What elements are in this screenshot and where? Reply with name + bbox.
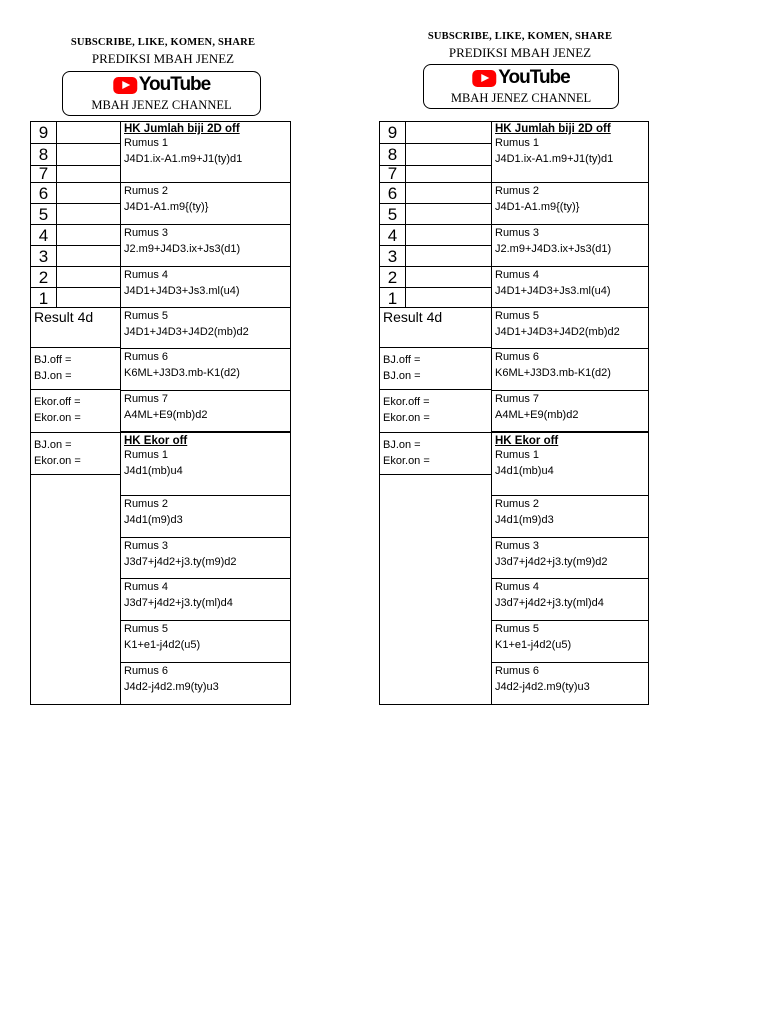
formula-column [120,121,291,705]
channel-name: MBAH JENEZ CHANNEL [91,98,232,112]
youtube-wordmark: YouTube [138,74,211,95]
digit-8: 8 [387,145,398,164]
rumus-label: Rumus 6 [495,665,540,677]
rumus-label: Rumus 5 [495,310,540,322]
digit-1: 1 [38,289,49,308]
formula-cell [492,433,648,496]
youtube-logo [472,67,569,89]
rumus-label: Rumus 2 [124,498,169,510]
formula-cell [121,267,290,308]
left-column [379,121,492,705]
rumus-label: Rumus 5 [124,310,169,322]
formula-cell [492,225,648,267]
rumus-label: Rumus 7 [124,393,169,405]
rumus-formula: J4d1(m9)d3 [495,514,554,526]
ekor-on-label-2: Ekor.on = [34,455,81,467]
formula-cell [492,122,648,183]
digit-9: 9 [38,123,49,142]
rumus-label: Rumus 2 [495,498,540,510]
rumus-label: Rumus 4 [495,581,540,593]
row-divider [380,432,492,433]
rumus-formula: J4d1(m9)d3 [124,514,183,526]
rumus-label: Rumus 5 [124,623,169,635]
rumus-label: Rumus 3 [124,540,169,552]
formula-cell [121,663,290,704]
rumus-label: Rumus 4 [124,269,169,281]
channel-name: MBAH JENEZ CHANNEL [450,91,592,105]
digit-2: 2 [387,268,398,287]
row-divider [31,307,121,308]
section-heading-ekor: HK Ekor off [124,435,188,447]
rumus-label: Rumus 1 [124,137,169,149]
youtube-logo [113,74,210,96]
sheet-title: PREDIKSI MBAH JENEZ [91,51,235,66]
rumus-formula: J2.m9+J4D3.ix+Js3(d1) [495,243,612,255]
digit-4: 4 [38,226,49,245]
digit-3: 3 [387,247,398,266]
formula-cell [121,122,290,183]
ekor-on-label: Ekor.on = [383,412,430,424]
section-heading-2d: HK Jumlah biji 2D off [495,123,611,135]
rumus-label: Rumus 7 [495,393,540,405]
section-heading-ekor: HK Ekor off [495,435,559,447]
rumus-label: Rumus 1 [495,137,540,149]
youtube-play-icon [472,70,496,87]
formula-cell [492,349,648,391]
sheet-title: PREDIKSI MBAH JENEZ [448,45,592,60]
row-divider [31,389,121,390]
rumus-formula: K1+e1-j4d2(u5) [124,639,201,651]
rumus-formula: J4D1-A1.m9{(ty)} [124,201,209,213]
formula-cell [492,663,648,704]
formula-cell [121,496,290,538]
digit-4: 4 [387,226,398,245]
row-divider [31,432,121,433]
youtube-wordmark: YouTube [498,67,570,88]
formula-column [491,121,649,705]
rumus-formula: J4d2-j4d2.m9(ty)u3 [124,681,219,693]
youtube-play-icon [113,77,137,94]
formula-cell [492,308,648,349]
rumus-label: Rumus 6 [495,351,540,363]
prediction-sheet-left [28,0,358,720]
formula-cell [492,267,648,308]
row-divider [380,389,492,390]
row-divider [380,474,492,475]
rumus-formula: J4d1(mb)u4 [124,465,183,477]
formula-cell [492,391,648,433]
digit-8: 8 [38,145,49,164]
ekor-off-label: Ekor.off = [383,396,430,408]
formula-cell [121,538,290,579]
bj-off-label: BJ.off = [383,354,421,366]
formula-cell [492,183,648,225]
bj-on-label-2: BJ.on = [383,439,421,451]
ekor-on-label-2: Ekor.on = [383,455,430,467]
rumus-formula: J3d7+j4d2+j3.ty(ml)d4 [124,597,233,609]
row-divider [380,307,492,308]
rumus-label: Rumus 4 [495,269,540,281]
subscribe-tagline: SUBSCRIBE, LIKE, KOMEN, SHARE [70,37,256,48]
formula-cell [121,433,290,496]
digit-5: 5 [387,205,398,224]
rumus-formula: J4D1.ix-A1.m9+J1(ty)d1 [124,153,243,165]
rumus-label: Rumus 2 [495,185,540,197]
rumus-label: Rumus 1 [124,449,169,461]
rumus-formula: K1+e1-j4d2(u5) [495,639,572,651]
rumus-label: Rumus 3 [495,227,540,239]
result-4d-label: Result 4d [34,309,94,325]
digit-2: 2 [38,268,49,287]
rumus-formula: J4D1-A1.m9{(ty)} [495,201,580,213]
digit-7: 7 [38,164,49,183]
rumus-formula: J4D1+J4D3+Js3.ml(u4) [495,285,611,297]
prediction-sheet-right [377,0,707,720]
digit-9: 9 [387,123,398,142]
rumus-label: Rumus 2 [124,185,169,197]
rumus-formula: K6ML+J3D3.mb-K1(d2) [495,367,611,379]
rumus-formula: J3d7+j4d2+j3.ty(m9)d2 [124,556,237,568]
channel-badge [62,71,261,116]
digit-1: 1 [387,289,398,308]
rumus-formula: J4d1(mb)u4 [495,465,554,477]
digit-entry-box [56,122,122,307]
formula-cell [492,496,648,538]
formula-cell [492,579,648,621]
bj-on-label: BJ.on = [383,370,421,382]
rumus-label: Rumus 5 [495,623,540,635]
formula-cell [121,621,290,663]
rumus-formula: J4d2-j4d2.m9(ty)u3 [495,681,590,693]
rumus-formula: A4ML+E9(mb)d2 [124,409,208,421]
row-divider [380,347,492,348]
digit-5: 5 [38,205,49,224]
digit-6: 6 [38,184,49,203]
formula-cell [121,391,290,433]
digit-6: 6 [387,184,398,203]
rumus-formula: J4D1.ix-A1.m9+J1(ty)d1 [495,153,614,165]
rumus-formula: K6ML+J3D3.mb-K1(d2) [124,367,240,379]
bj-off-label: BJ.off = [34,354,72,366]
row-divider [31,474,121,475]
rumus-label: Rumus 4 [124,581,169,593]
formula-cell [121,579,290,621]
ekor-off-label: Ekor.off = [34,396,81,408]
formula-cell [121,308,290,349]
row-divider [31,347,121,348]
section-heading-2d: HK Jumlah biji 2D off [124,123,240,135]
formula-cell [121,183,290,225]
subscribe-tagline: SUBSCRIBE, LIKE, KOMEN, SHARE [427,31,613,42]
ekor-on-label: Ekor.on = [34,412,81,424]
digit-3: 3 [38,247,49,266]
rumus-label: Rumus 1 [495,449,540,461]
formula-cell [121,225,290,267]
rumus-label: Rumus 3 [124,227,169,239]
rumus-formula: J4D1+J4D3+Js3.ml(u4) [124,285,240,297]
bj-on-label: BJ.on = [34,370,72,382]
rumus-formula: J4D1+J4D3+J4D2(mb)d2 [495,326,620,338]
rumus-label: Rumus 6 [124,665,169,677]
left-column [30,121,121,705]
formula-cell [492,621,648,663]
rumus-formula: J3d7+j4d2+j3.ty(m9)d2 [495,556,608,568]
rumus-formula: A4ML+E9(mb)d2 [495,409,579,421]
rumus-formula: J4D1+J4D3+J4D2(mb)d2 [124,326,249,338]
digit-7: 7 [387,164,398,183]
result-4d-label: Result 4d [383,309,443,325]
rumus-label: Rumus 6 [124,351,169,363]
bj-on-label-2: BJ.on = [34,439,72,451]
formula-cell [492,538,648,579]
channel-badge [423,64,619,109]
rumus-formula: J3d7+j4d2+j3.ty(ml)d4 [495,597,604,609]
formula-cell [121,349,290,391]
digit-entry-box [405,122,493,307]
rumus-formula: J2.m9+J4D3.ix+Js3(d1) [124,243,241,255]
rumus-label: Rumus 3 [495,540,540,552]
